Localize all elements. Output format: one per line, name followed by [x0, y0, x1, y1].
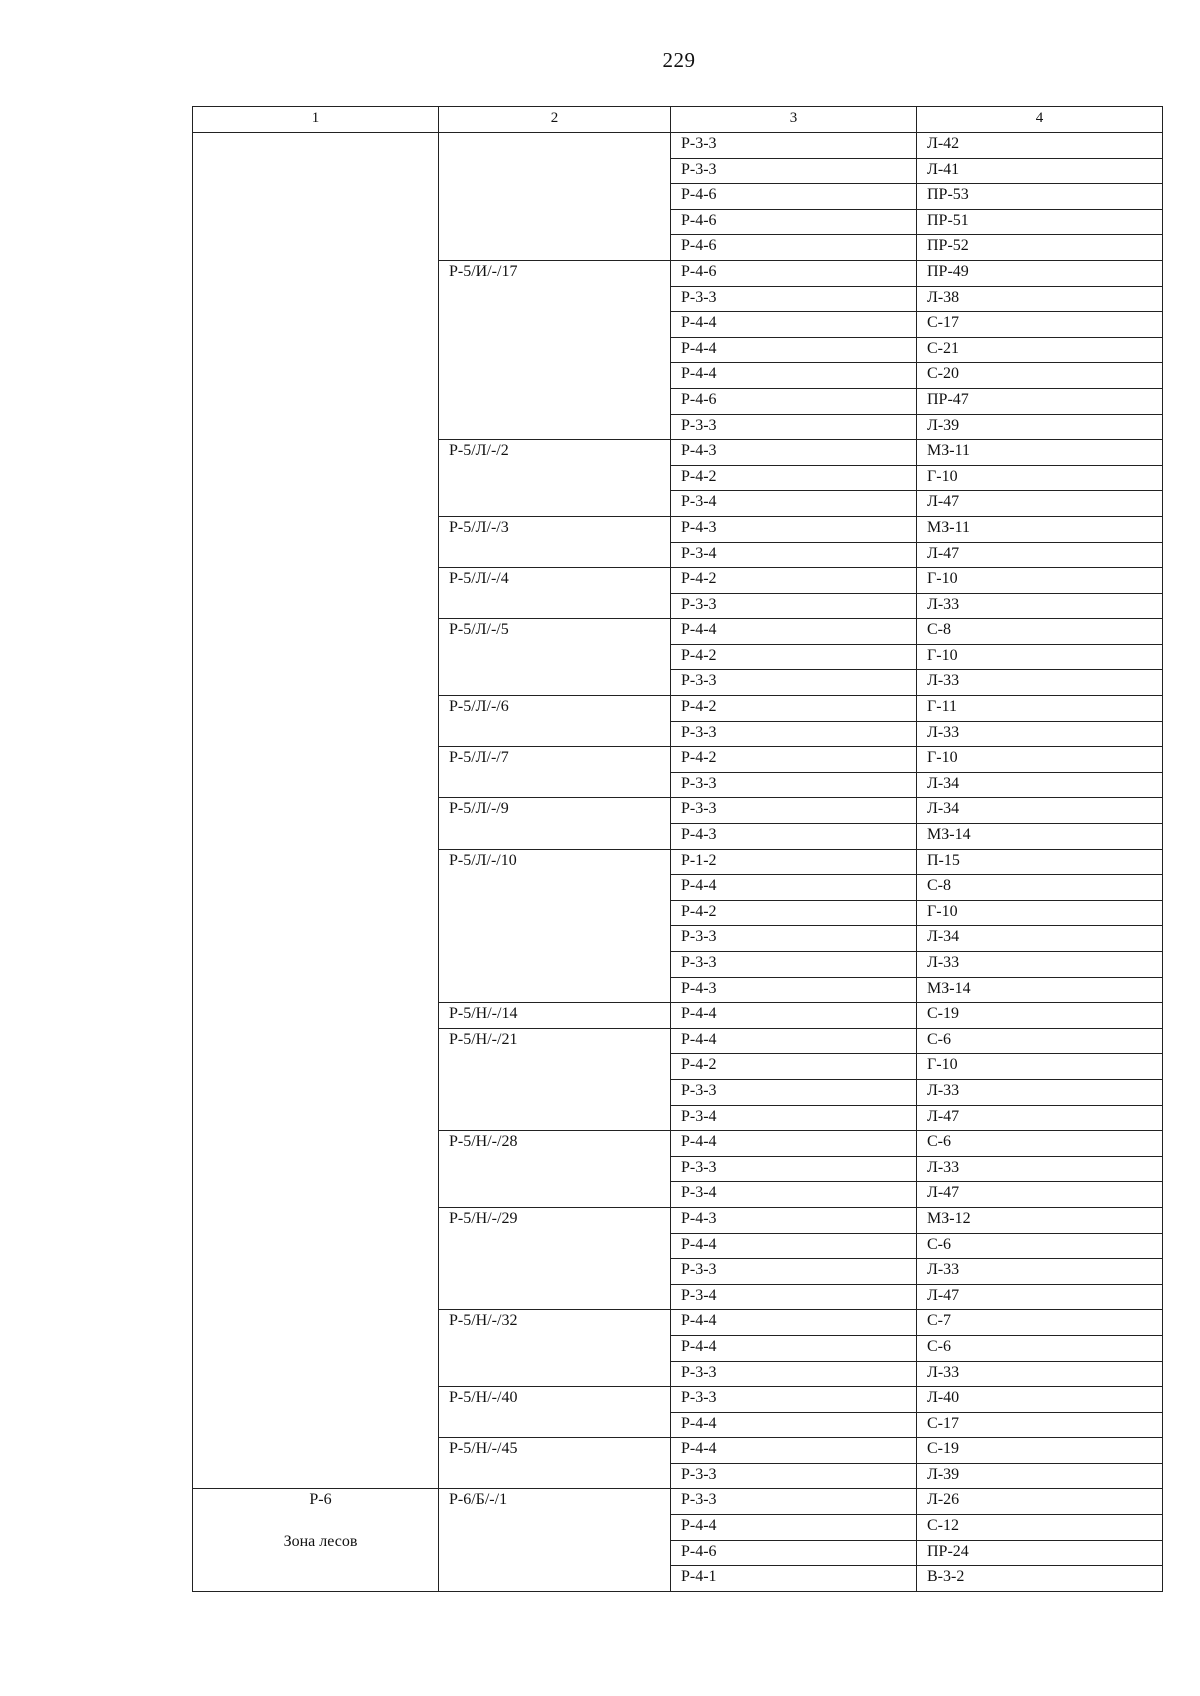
- value-cell: Л-34: [917, 926, 1163, 952]
- value-cell: Г-10: [917, 900, 1163, 926]
- value-cell: Л-39: [917, 414, 1163, 440]
- code-cell: Р-4-3: [671, 977, 917, 1003]
- code-cell: Р-3-3: [671, 286, 917, 312]
- value-cell: Л-33: [917, 1156, 1163, 1182]
- value-cell: Л-47: [917, 491, 1163, 517]
- subzone-cell: Р-6/Б/-/1: [439, 1489, 671, 1591]
- code-cell: Р-4-3: [671, 440, 917, 466]
- subzone-cell: Р-5/Н/-/45: [439, 1438, 671, 1489]
- code-cell: Р-4-2: [671, 644, 917, 670]
- code-cell: Р-3-4: [671, 1105, 917, 1131]
- code-cell: Р-4-4: [671, 1233, 917, 1259]
- header-col-4: 4: [917, 107, 1163, 133]
- header-col-1: 1: [193, 107, 439, 133]
- code-cell: Р-3-3: [671, 158, 917, 184]
- header-row: [193, 107, 1163, 133]
- code-cell: Р-4-3: [671, 516, 917, 542]
- value-cell: Л-47: [917, 542, 1163, 568]
- code-cell: Р-4-2: [671, 1054, 917, 1080]
- code-cell: Р-3-3: [671, 772, 917, 798]
- code-cell: Р-4-4: [671, 1028, 917, 1054]
- table-row: [193, 1489, 1163, 1515]
- subzone-cell: Р-5/Л/-/9: [439, 798, 671, 849]
- zone-table: [192, 106, 1163, 1592]
- code-cell: Р-1-2: [671, 849, 917, 875]
- code-cell: Р-3-3: [671, 1259, 917, 1285]
- subzone-cell: Р-5/Л/-/6: [439, 696, 671, 747]
- code-cell: Р-3-3: [671, 1079, 917, 1105]
- code-cell: Р-4-4: [671, 875, 917, 901]
- code-cell: Р-4-4: [671, 1003, 917, 1029]
- subzone-cell: Р-5/Л/-/5: [439, 619, 671, 696]
- value-cell: Л-33: [917, 952, 1163, 978]
- subzone-cell: Р-5/Л/-/2: [439, 440, 671, 517]
- value-cell: ПР-51: [917, 209, 1163, 235]
- value-cell: Л-39: [917, 1463, 1163, 1489]
- zone-cell: [193, 1489, 439, 1591]
- value-cell: Л-47: [917, 1284, 1163, 1310]
- code-cell: Р-3-3: [671, 414, 917, 440]
- value-cell: С-12: [917, 1515, 1163, 1541]
- zone-cell: [193, 133, 439, 1489]
- header-col-3: 3: [671, 107, 917, 133]
- code-cell: Р-3-4: [671, 1182, 917, 1208]
- table-row: [193, 133, 1163, 159]
- code-cell: Р-3-3: [671, 798, 917, 824]
- subzone-cell: Р-5/Н/-/40: [439, 1387, 671, 1438]
- value-cell: Г-10: [917, 747, 1163, 773]
- value-cell: С-6: [917, 1233, 1163, 1259]
- value-cell: МЗ-11: [917, 440, 1163, 466]
- value-cell: В-3-2: [917, 1566, 1163, 1592]
- code-cell: Р-4-6: [671, 1540, 917, 1566]
- code-cell: Р-3-4: [671, 1284, 917, 1310]
- code-cell: Р-4-6: [671, 388, 917, 414]
- value-cell: Г-11: [917, 696, 1163, 722]
- code-cell: Р-3-3: [671, 1156, 917, 1182]
- code-cell: Р-3-3: [671, 926, 917, 952]
- code-cell: Р-4-4: [671, 1131, 917, 1157]
- subzone-cell: Р-5/Н/-/32: [439, 1310, 671, 1387]
- code-cell: Р-4-2: [671, 465, 917, 491]
- header-col-2: 2: [439, 107, 671, 133]
- code-cell: Р-4-2: [671, 696, 917, 722]
- code-cell: Р-3-3: [671, 1387, 917, 1413]
- subzone-cell: Р-5/Л/-/4: [439, 568, 671, 619]
- value-cell: Л-38: [917, 286, 1163, 312]
- code-cell: Р-3-3: [671, 1489, 917, 1515]
- code-cell: Р-4-3: [671, 824, 917, 850]
- value-cell: Л-40: [917, 1387, 1163, 1413]
- value-cell: ПР-47: [917, 388, 1163, 414]
- value-cell: Л-34: [917, 798, 1163, 824]
- value-cell: С-8: [917, 875, 1163, 901]
- value-cell: Л-33: [917, 593, 1163, 619]
- value-cell: Л-33: [917, 670, 1163, 696]
- value-cell: С-7: [917, 1310, 1163, 1336]
- table-header: [193, 107, 1163, 133]
- value-cell: МЗ-14: [917, 977, 1163, 1003]
- value-cell: П-15: [917, 849, 1163, 875]
- value-cell: Г-10: [917, 568, 1163, 594]
- value-cell: С-6: [917, 1131, 1163, 1157]
- value-cell: Л-26: [917, 1489, 1163, 1515]
- value-cell: МЗ-11: [917, 516, 1163, 542]
- value-cell: МЗ-14: [917, 824, 1163, 850]
- code-cell: Р-4-2: [671, 568, 917, 594]
- value-cell: Л-47: [917, 1105, 1163, 1131]
- code-cell: Р-4-4: [671, 363, 917, 389]
- subzone-cell: Р-5/И/-/17: [439, 260, 671, 439]
- code-cell: Р-4-6: [671, 260, 917, 286]
- code-cell: Р-4-4: [671, 1515, 917, 1541]
- code-cell: Р-4-4: [671, 1412, 917, 1438]
- subzone-cell: Р-5/Л/-/7: [439, 747, 671, 798]
- value-cell: Л-33: [917, 1259, 1163, 1285]
- value-cell: С-21: [917, 337, 1163, 363]
- subzone-cell: Р-5/Н/-/14: [439, 1003, 671, 1029]
- code-cell: Р-3-3: [671, 721, 917, 747]
- subzone-cell: Р-5/Л/-/3: [439, 516, 671, 567]
- value-cell: ПР-49: [917, 260, 1163, 286]
- value-cell: С-6: [917, 1335, 1163, 1361]
- value-cell: Г-10: [917, 1054, 1163, 1080]
- zone-name: Зона лесов: [283, 1533, 358, 1551]
- value-cell: С-19: [917, 1438, 1163, 1464]
- subzone-cell: Р-5/Н/-/21: [439, 1028, 671, 1130]
- code-cell: Р-4-4: [671, 1335, 917, 1361]
- value-cell: Л-42: [917, 133, 1163, 159]
- value-cell: Л-33: [917, 721, 1163, 747]
- code-cell: Р-4-1: [671, 1566, 917, 1592]
- value-cell: ПР-53: [917, 184, 1163, 210]
- code-cell: Р-4-6: [671, 235, 917, 261]
- code-cell: Р-3-3: [671, 1463, 917, 1489]
- value-cell: Л-33: [917, 1361, 1163, 1387]
- value-cell: С-6: [917, 1028, 1163, 1054]
- code-cell: Р-4-2: [671, 900, 917, 926]
- value-cell: С-8: [917, 619, 1163, 645]
- table-body: [193, 133, 1163, 1592]
- code-cell: Р-4-4: [671, 619, 917, 645]
- code-cell: Р-4-6: [671, 209, 917, 235]
- code-cell: Р-4-4: [671, 337, 917, 363]
- code-cell: Р-4-4: [671, 312, 917, 338]
- value-cell: Л-41: [917, 158, 1163, 184]
- code-cell: Р-4-2: [671, 747, 917, 773]
- code-cell: Р-4-4: [671, 1438, 917, 1464]
- code-cell: Р-4-4: [671, 1310, 917, 1336]
- code-cell: Р-3-4: [671, 542, 917, 568]
- code-cell: Р-3-3: [671, 952, 917, 978]
- value-cell: Г-10: [917, 465, 1163, 491]
- code-cell: Р-4-6: [671, 184, 917, 210]
- page-number: 229: [662, 48, 696, 72]
- value-cell: Л-47: [917, 1182, 1163, 1208]
- code-cell: Р-4-3: [671, 1207, 917, 1233]
- value-cell: Л-33: [917, 1079, 1163, 1105]
- value-cell: ПР-52: [917, 235, 1163, 261]
- value-cell: С-20: [917, 363, 1163, 389]
- code-cell: Р-3-3: [671, 1361, 917, 1387]
- code-cell: Р-3-3: [671, 133, 917, 159]
- value-cell: С-17: [917, 312, 1163, 338]
- value-cell: ПР-24: [917, 1540, 1163, 1566]
- value-cell: МЗ-12: [917, 1207, 1163, 1233]
- value-cell: С-19: [917, 1003, 1163, 1029]
- code-cell: Р-3-3: [671, 670, 917, 696]
- subzone-cell: [439, 133, 671, 261]
- value-cell: С-17: [917, 1412, 1163, 1438]
- code-cell: Р-3-3: [671, 593, 917, 619]
- subzone-cell: Р-5/Н/-/28: [439, 1131, 671, 1208]
- subzone-cell: Р-5/Л/-/10: [439, 849, 671, 1003]
- value-cell: Л-34: [917, 772, 1163, 798]
- subzone-cell: Р-5/Н/-/29: [439, 1207, 671, 1309]
- value-cell: Г-10: [917, 644, 1163, 670]
- code-cell: Р-3-4: [671, 491, 917, 517]
- zone-code: Р-6: [309, 1491, 332, 1509]
